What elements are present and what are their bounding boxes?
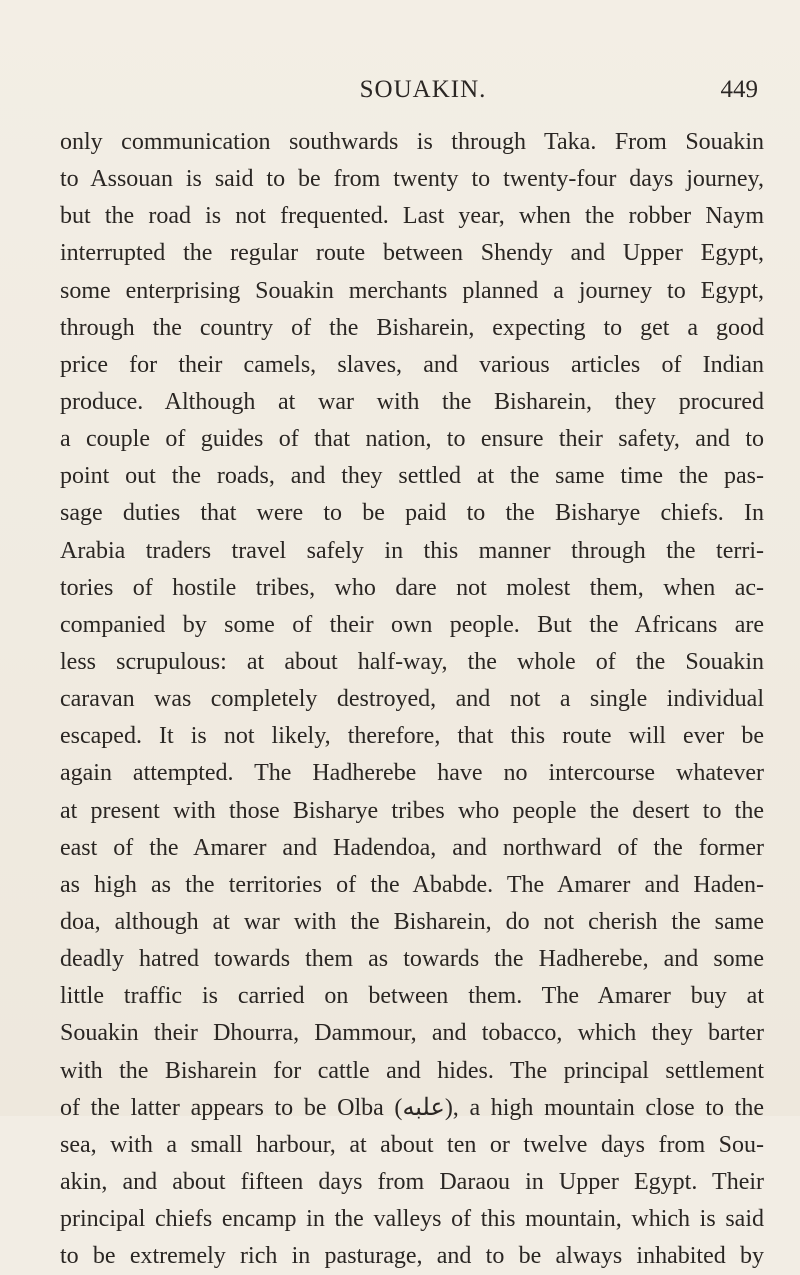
text-line: doa, although at war with the Bisharein, do not cherish the same	[60, 908, 764, 935]
text-line: a couple of guides of that nation, to ensure their safety, and to	[60, 426, 764, 453]
body-text	[60, 124, 764, 1275]
text-line: sea, with a small harbour, at about ten or twelve days from Sou-	[60, 1131, 764, 1158]
text-line: interrupted the regular route between Shendy and Upper Egypt,	[60, 240, 764, 267]
text-line: east of the Amarer and Hadendoa, and northward of the former	[60, 834, 764, 861]
text-line: point out the roads, and they settled at the same time the pas-	[60, 463, 764, 490]
text-line: again attempted. The Hadherebe have no intercourse whatever	[60, 760, 764, 787]
running-head	[96, 76, 758, 106]
text-line: to be extremely rich in pasturage, and to be always inhabited by	[60, 1243, 764, 1270]
text-line: Souakin their Dhourra, Dammour, and tobacco, which they barter	[60, 1020, 764, 1047]
text-line: as high as the territories of the Ababde. The Amarer and Haden-	[60, 871, 764, 898]
text-line: akin, and about fifteen days from Daraou in Upper Egypt. Their	[60, 1168, 764, 1195]
text-line: only communication southwards is through Taka. From Souakin	[60, 129, 764, 155]
text-line: principal chiefs encamp in the valleys of this mountain, which is said	[60, 1206, 764, 1233]
text-line: escaped. It is not likely, therefore, that this route will ever be	[60, 723, 764, 750]
page-title: SOUAKIN.	[359, 76, 487, 103]
text-line: at present with those Bisharye tribes who people the desert to the	[60, 797, 764, 824]
text-line: companied by some of their own people. But the Africans are	[60, 611, 764, 638]
page-number: 449	[720, 76, 758, 103]
text-line: deadly hatred towards them as towards the Hadherebe, and some	[60, 946, 764, 973]
text-line: sage duties that were to be paid to the Bisharye chiefs. In	[60, 500, 764, 527]
text-line: of the latter appears to be Olba (علبه), a high mountain close to the	[60, 1094, 764, 1121]
text-line: but the road is not frequented. Last year, when the robber Naym	[60, 203, 764, 230]
text-line: some enterprising Souakin merchants planned a journey to Egypt,	[60, 277, 764, 304]
text-line: less scrupulous: at about half-way, the whole of the Souakin	[60, 648, 764, 675]
text-line: to Assouan is said to be from twenty to twenty-four days journey,	[60, 166, 764, 193]
text-line: with the Bisharein for cattle and hides. The principal settlement	[60, 1057, 764, 1084]
text-line: price for their camels, slaves, and various articles of Indian	[60, 351, 764, 378]
text-line: produce. Although at war with the Bisharein, they procured	[60, 388, 764, 415]
text-line: little traffic is carried on between them. The Amarer buy at	[60, 983, 764, 1010]
text-line: tories of hostile tribes, who dare not molest them, when ac-	[60, 574, 764, 601]
text-line: through the country of the Bisharein, expecting to get a good	[60, 314, 764, 341]
text-line: Arabia traders travel safely in this manner through the terri-	[60, 537, 764, 564]
text-line: caravan was completely destroyed, and not a single individual	[60, 686, 764, 713]
